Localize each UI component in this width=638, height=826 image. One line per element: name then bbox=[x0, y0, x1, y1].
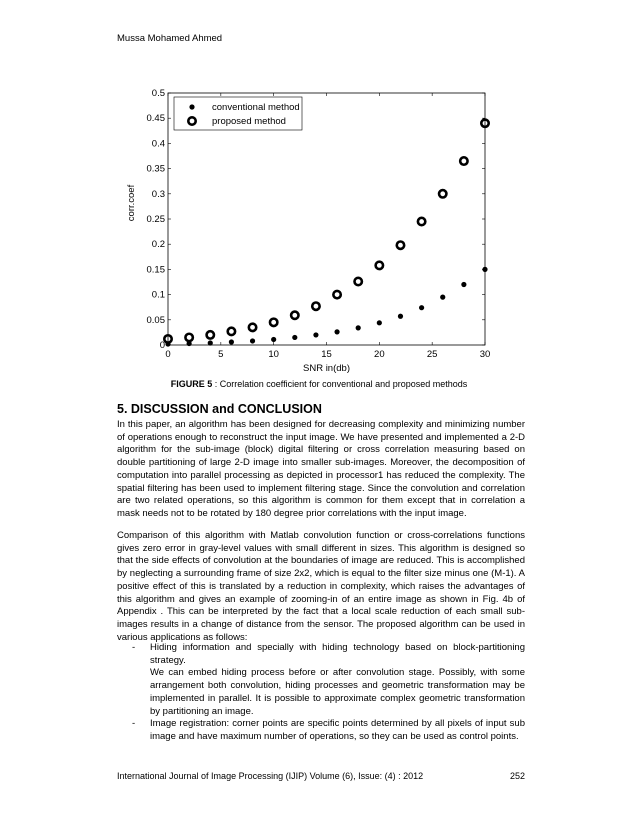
y-tick-label: 0.25 bbox=[146, 214, 165, 225]
x-tick-label: 30 bbox=[479, 349, 491, 360]
list-item bbox=[117, 718, 525, 743]
x-tick-label: 5 bbox=[218, 349, 224, 360]
proposed-point bbox=[397, 242, 404, 249]
proposed-point bbox=[460, 157, 467, 164]
list-item-text: Hiding information and specially with hiding technology based on block-partitioning strategy. bbox=[150, 642, 525, 666]
conventional-point bbox=[440, 295, 445, 300]
conventional-point bbox=[461, 282, 466, 287]
proposed-point bbox=[355, 278, 362, 285]
proposed-point bbox=[185, 334, 192, 341]
legend-label-conventional: conventional method bbox=[212, 102, 300, 113]
conventional-point bbox=[356, 325, 361, 330]
proposed-point bbox=[312, 302, 319, 309]
x-tick-label: 15 bbox=[321, 349, 332, 360]
paragraph-2: Comparison of this algorithm with Matlab convolution function or cross-correlations functions gives zero error in gray-level values with small different in sizes. This algorithm is designed so that the side effects of convolution at the boundaries of image are reduced. This is accomplished by neglecting a surrounding frame of size 2x2, which is equal to the filter size minus one (M-1). A positive effect of this is translated by a reduction in complexity, which raises the advantages of this algorithm and gives an example of zooming-in of an entire image as shown in Fig. 4b of Appendix . This can be interpreted by the fact that a local scale reduction of each small sub-images results in a change of distance from the sensor. The proposed algorithm can be used in various applications as follows: bbox=[117, 530, 525, 643]
conventional-point bbox=[250, 338, 255, 343]
page-footer bbox=[117, 771, 525, 781]
figure-caption-text: : Correlation coefficient for conventional and proposed methods bbox=[212, 379, 468, 389]
proposed-point bbox=[376, 262, 383, 269]
proposed-point bbox=[439, 190, 446, 197]
legend-marker-conventional bbox=[189, 104, 194, 109]
proposed-point bbox=[333, 291, 340, 298]
plot-frame bbox=[168, 93, 485, 345]
proposed-point bbox=[207, 331, 214, 338]
proposed-point bbox=[228, 328, 235, 335]
conventional-point bbox=[377, 320, 382, 325]
list-dash: - bbox=[132, 718, 136, 730]
y-tick-label: 0.15 bbox=[146, 264, 165, 276]
y-tick-label: 0.2 bbox=[151, 239, 165, 251]
x-axis-label: SNR in(db) bbox=[303, 363, 350, 374]
conventional-point bbox=[271, 337, 276, 342]
y-tick-label: 0.3 bbox=[151, 188, 165, 200]
y-tick-label: 0.35 bbox=[146, 163, 165, 175]
conventional-point bbox=[208, 340, 213, 345]
conventional-point bbox=[419, 305, 424, 310]
y-tick-label: 0.05 bbox=[146, 314, 165, 326]
running-header-author: Mussa Mohamed Ahmed bbox=[117, 33, 223, 44]
figure-caption bbox=[0, 379, 638, 389]
proposed-point bbox=[418, 218, 425, 225]
proposed-point bbox=[249, 324, 256, 331]
conventional-point bbox=[292, 335, 297, 340]
paragraph-1: In this paper, an algorithm has been designed for decreasing complexity and minimizing number of operations enough to reconstruct the input image. We have presented and implemented a 2-D algorithm for the sub-image (block) digital filtering or cross correlation measuring based on double partitioning of large 2-D image into smaller sub-images. Moreover, the decomposition of computation into parallel processing as depicted in processor1 has reduced the complexity. The spatial filtering has been used to implement filtering stage. Since the convolution and correlation are two related operations, so this algorithm is common for them except that in correlation a mask needs not to be rotated by 180 degree prior correlations with the input image. bbox=[117, 419, 525, 519]
y-tick-label: 0 bbox=[159, 340, 165, 351]
section-heading: 5. DISCUSSION and CONCLUSION bbox=[117, 402, 322, 416]
list-item bbox=[117, 642, 525, 718]
list-dash: - bbox=[132, 642, 136, 653]
page-number: 252 bbox=[509, 771, 525, 781]
y-tick-label: 0.45 bbox=[146, 113, 165, 125]
list-item-text: We can embed hiding process before or after convolution stage. Possibly, with some arrangement both convolution, hiding processes and geometric transformation may be implemented in parallel. It is possible to approximate complex geometric transformation by partitioning an image. bbox=[150, 667, 525, 717]
application-list bbox=[117, 642, 525, 744]
proposed-point bbox=[291, 312, 298, 319]
footer-journal: International Journal of Image Processing (IJIP) Volume (6), Issue: (4) : 2012 bbox=[117, 771, 424, 781]
y-tick-label: 0.5 bbox=[151, 88, 165, 99]
correlation-scatter-chart bbox=[110, 82, 510, 377]
y-axis-label: corr.coef bbox=[126, 184, 137, 222]
x-tick-label: 0 bbox=[165, 349, 171, 360]
x-tick-label: 20 bbox=[374, 349, 385, 360]
conventional-point bbox=[334, 329, 339, 334]
proposed-point bbox=[270, 319, 277, 326]
conventional-point bbox=[482, 267, 487, 272]
y-tick-label: 0.1 bbox=[151, 289, 165, 301]
legend-label-proposed: proposed method bbox=[212, 116, 286, 127]
conventional-point bbox=[398, 314, 403, 319]
x-tick-label: 25 bbox=[426, 349, 438, 360]
conventional-point bbox=[313, 332, 318, 337]
conventional-point bbox=[229, 339, 234, 344]
y-tick-label: 0.4 bbox=[151, 138, 165, 150]
x-tick-label: 10 bbox=[268, 349, 279, 360]
figure-label: FIGURE 5 bbox=[170, 379, 213, 389]
list-item-text: Image registration: corner points are specific points determined by all pixels of input sub image and have maximum number of operations, so they can be used as control points. bbox=[150, 718, 525, 742]
